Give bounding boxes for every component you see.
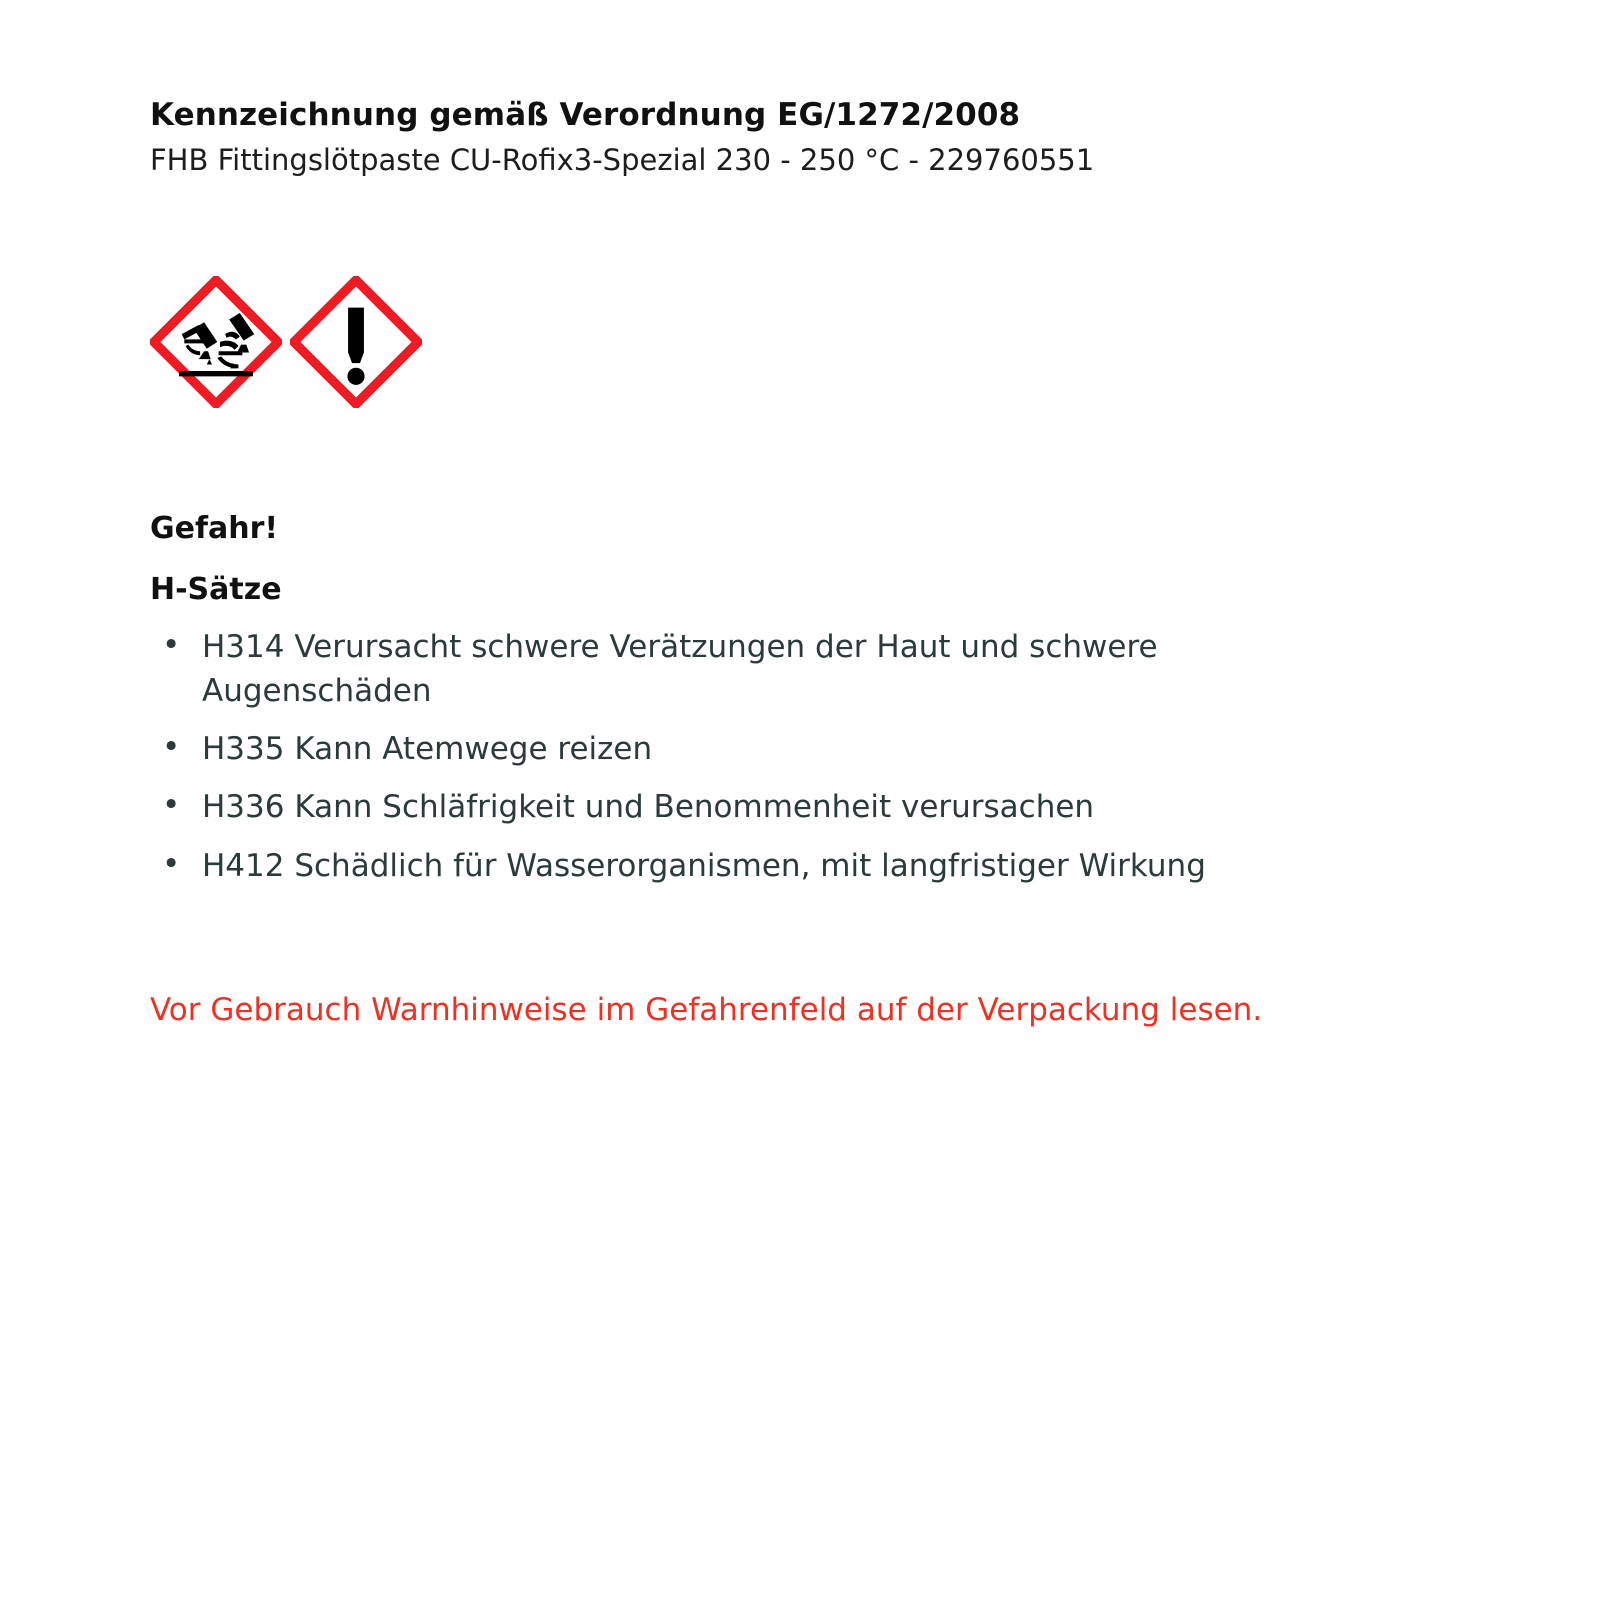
signal-word: Gefahr! [150,511,279,547]
h-statements-list [150,625,1450,887]
ghs-pictogram-group [150,276,1450,411]
product-designation: FHB Fittingslötpaste CU-Rofix3-Spezial 230 - 250 °C - 229760551 [150,143,1095,178]
packaging-warning-note: Vor Gebrauch Warnhinweise im Gefahrenfeld auf der Verpackung lesen. [150,991,1263,1028]
list-item: • H336 Kann Schläfrigkeit und Benommenheit verursachen [150,785,1352,829]
ghs05-corrosion-pictogram [150,276,282,408]
h-statements-heading: H-Sätze [150,572,282,608]
list-item: • H412 Schädlich für Wasserorganismen, mit langfristiger Wirkung [150,844,1352,888]
page-title: Kennzeichnung gemäß Verordnung EG/1272/2008 [150,97,1021,133]
list-item: • H314 Verursacht schwere Verätzungen der Haut und schwere Augenschäden [150,625,1352,713]
list-item: • H335 Kann Atemwege reizen [150,727,1352,771]
ghs07-exclamation-mark-pictogram [290,276,422,408]
